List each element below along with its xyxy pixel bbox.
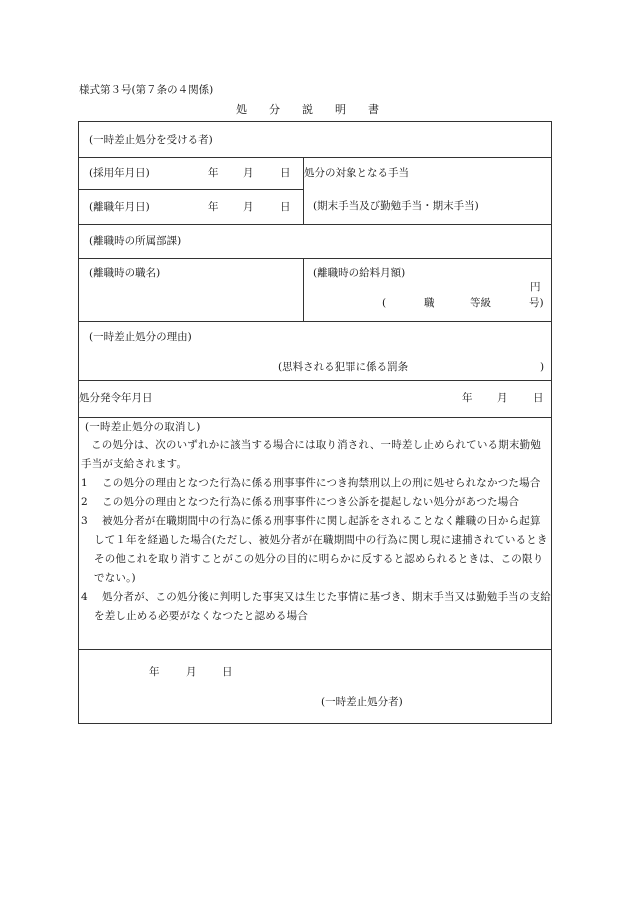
document-title: 処 分 説 明 書 — [236, 103, 379, 116]
item-number: 3 — [81, 515, 88, 527]
sign-day-unit: 日 — [222, 666, 233, 678]
cancellation-intro: この処分は、次のいずれかに該当する場合には取り消され、一時差し止められている期末勤勉手当が支給されます。 — [81, 439, 542, 470]
item-number: 1 — [81, 477, 88, 489]
retire-day-unit: 日 — [280, 201, 291, 213]
item-number: 2 — [81, 496, 88, 508]
cancellation-heading: (一時差止処分の取消し) — [85, 421, 201, 433]
issue-month-unit: 月 — [497, 392, 508, 404]
department-label: (離職時の所属部課) — [89, 235, 182, 247]
position-label: (離職時の職名) — [89, 267, 161, 279]
cancellation-item — [81, 512, 551, 588]
item-number: 4 — [81, 591, 88, 603]
hire-month-unit: 月 — [243, 167, 254, 179]
retire-month-unit: 月 — [243, 201, 254, 213]
allowance-value: (期末手当及び勤勉手当・期末手当) — [313, 200, 479, 212]
retire-date-label: (離職年月日) — [89, 201, 150, 213]
salary-label: (離職時の給料月額) — [313, 267, 406, 279]
cancellation-item — [81, 493, 551, 512]
item-text: 処分者が、この処分後に判明した事実又は生じた事情に基づき、期末手当又は勤勉手当の支給を差し止める必要がなくなつたと認める場合 — [94, 591, 551, 622]
form-number: 様式第３号(第７条の４関係) — [79, 84, 214, 96]
item-text: 被処分者が在職期間中の行為に係る刑事事件に関し起訴をされることなく離職の日から起算して１年を経過した場合(ただし、被処分者が在職期間中の行為に関し現に逮捕されているときその他これを取り消すことがこの処分の目的に明らかに反すると認められるときは、この限りでない。) — [94, 515, 548, 584]
hire-year-unit: 年 — [208, 167, 219, 179]
issuer-label: (一時差止処分者) — [321, 696, 403, 708]
recipient-label: (一時差止処分を受ける者) — [89, 134, 213, 146]
salary-job-unit: 職 — [424, 297, 435, 309]
issue-date-label: 処分発令年月日 — [79, 392, 153, 404]
penalty-clause-close: ) — [540, 361, 545, 373]
item-text: この処分の理由となつた行為に係る刑事事件につき拘禁刑以上の刑に処せられなかつた場合 — [102, 477, 541, 489]
penalty-clause-label: (思料される犯罪に係る罰条 — [278, 361, 409, 373]
allowance-target-label: 処分の対象となる手当 — [304, 167, 409, 179]
cancellation-section — [81, 419, 551, 626]
salary-grade-unit: 等級 — [470, 297, 491, 309]
issue-day-unit: 日 — [533, 392, 544, 404]
retire-year-unit: 年 — [208, 201, 219, 213]
hire-date-label: (採用年月日) — [89, 167, 150, 179]
item-text: この処分の理由となつた行為に係る刑事事件につき公訴を提起しない処分があつた場合 — [102, 496, 520, 508]
sign-month-unit: 月 — [186, 666, 197, 678]
disposition-form — [78, 121, 552, 724]
cancellation-item — [81, 474, 551, 493]
reason-label: (一時差止処分の理由) — [89, 331, 192, 343]
issue-year-unit: 年 — [462, 392, 473, 404]
sign-year-unit: 年 — [149, 666, 160, 678]
salary-grade-open: ( — [382, 297, 387, 309]
hire-day-unit: 日 — [280, 167, 291, 179]
cancellation-item — [81, 588, 551, 626]
salary-step-unit: 号) — [529, 297, 544, 309]
salary-yen-unit: 円 — [530, 281, 541, 293]
